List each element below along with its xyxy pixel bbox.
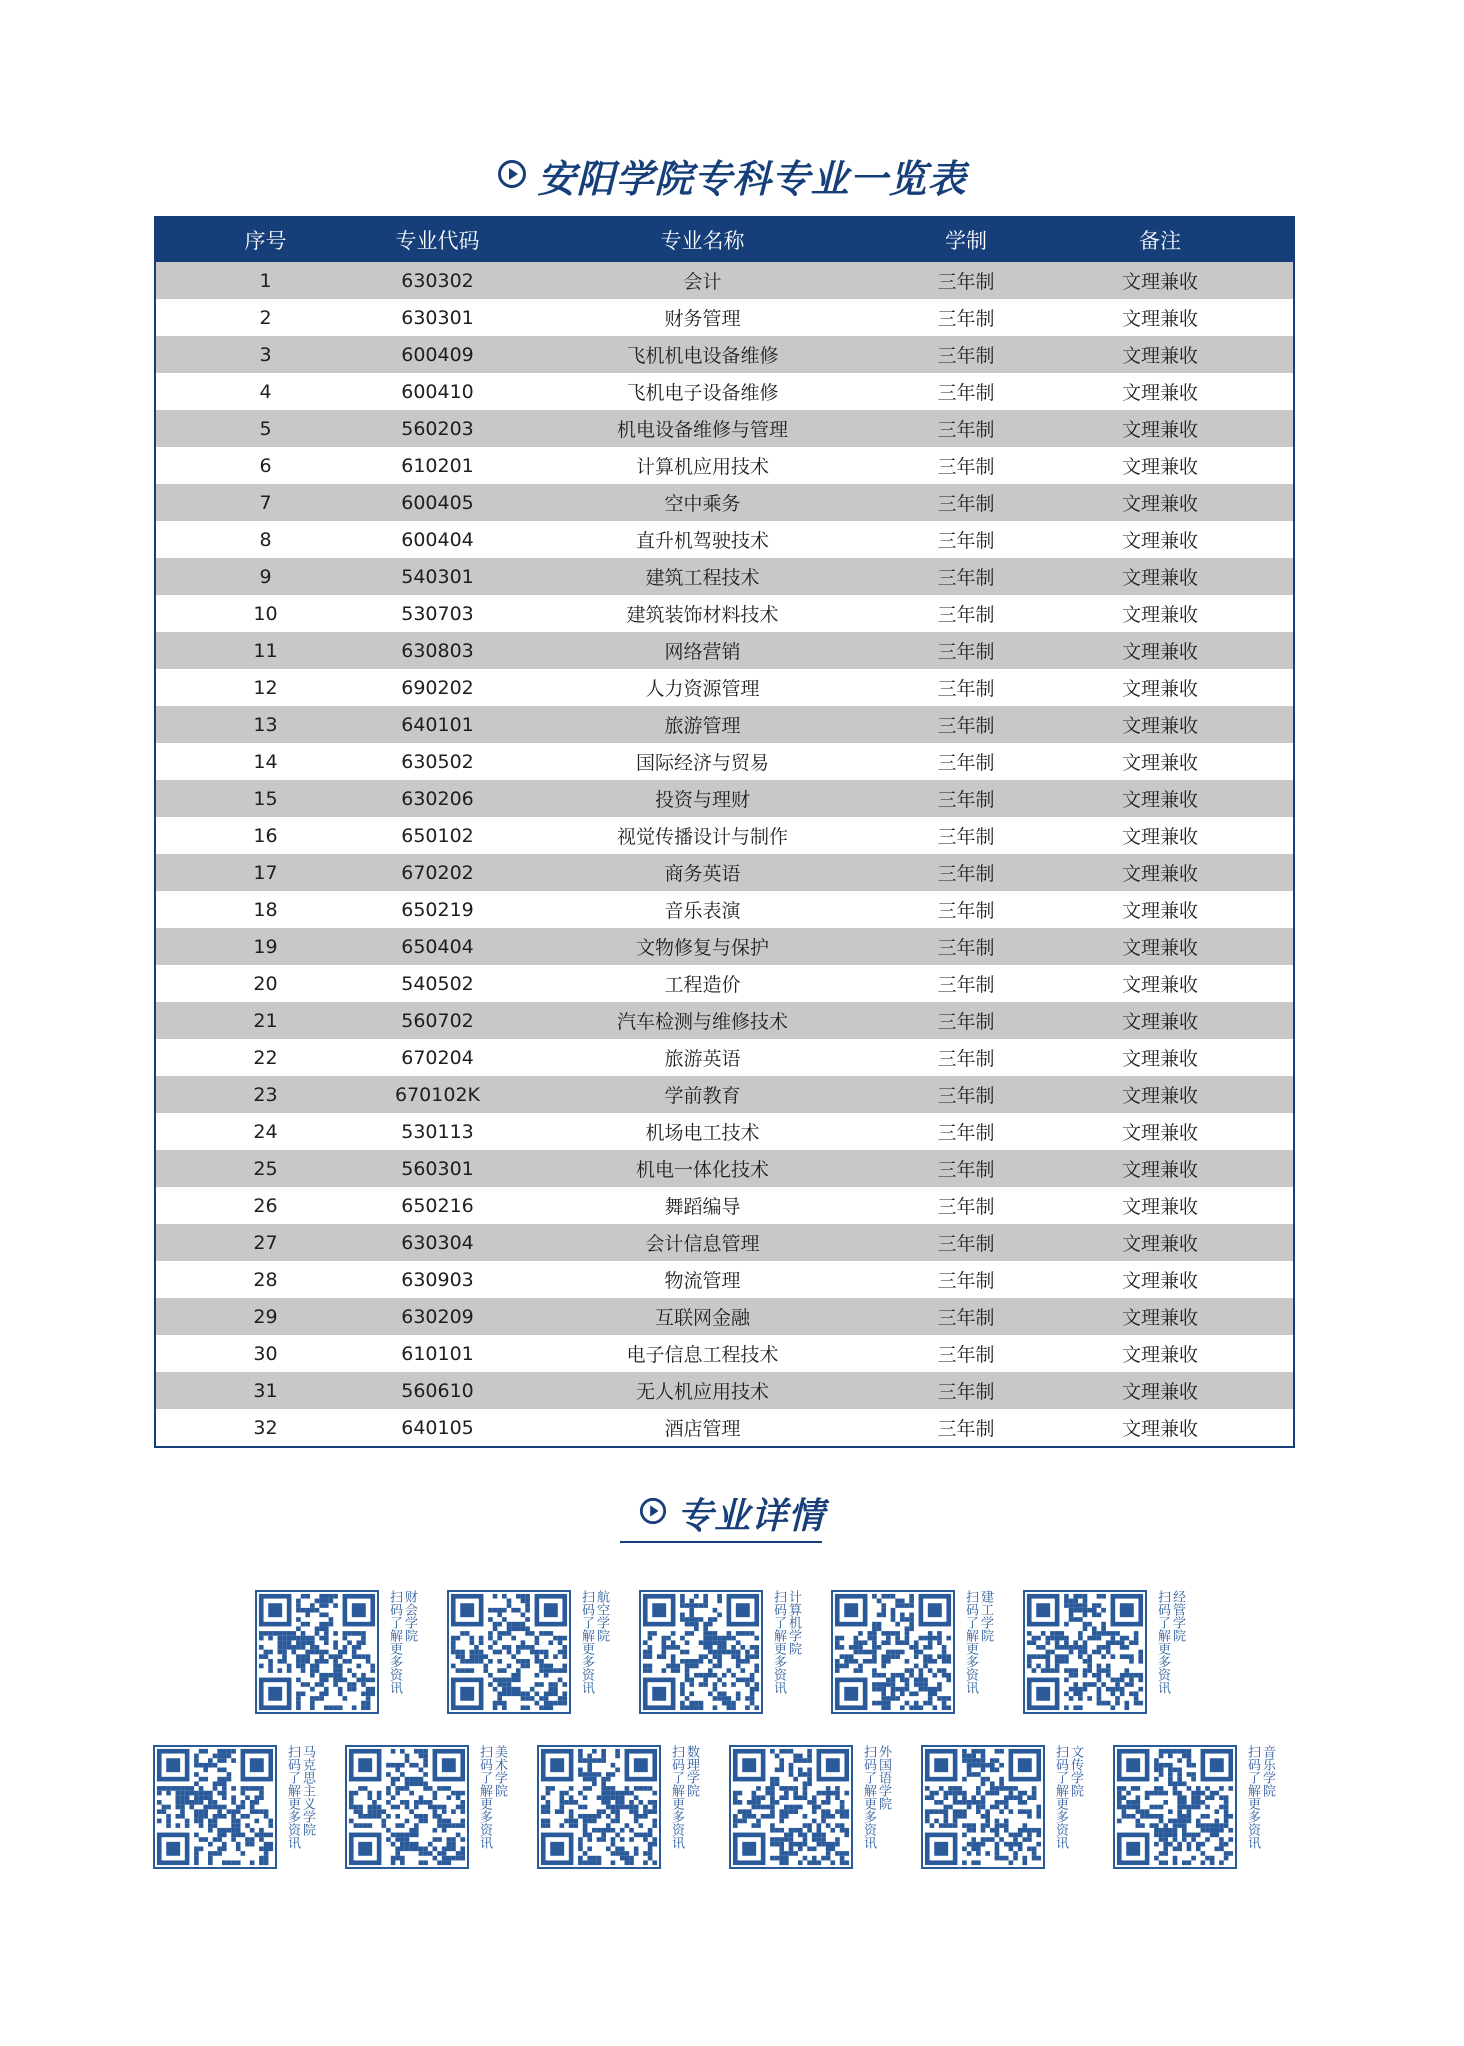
cell-name: 酒店管理 (500, 1409, 905, 1446)
cell-name: 音乐表演 (500, 891, 905, 928)
cell-code: 650216 (375, 1187, 500, 1224)
qr-college-name: 美术学院 (492, 1745, 507, 1797)
cell-name: 互联网金融 (500, 1298, 905, 1335)
cell-code: 610101 (375, 1335, 500, 1372)
cell-code: 530113 (375, 1113, 500, 1150)
cell-name: 空中乘务 (500, 484, 905, 521)
table-row (156, 1187, 1293, 1224)
cell-name: 人力资源管理 (500, 669, 905, 706)
qr-code-icon[interactable] (345, 1745, 469, 1869)
table-row (156, 447, 1293, 484)
table-row (156, 299, 1293, 336)
qr-code-icon[interactable] (1113, 1745, 1237, 1869)
cell-name: 机场电工技术 (500, 1113, 905, 1150)
cell-note: 文理兼收 (1027, 706, 1293, 743)
cell-code: 670202 (375, 854, 500, 891)
cell-duration: 三年制 (905, 743, 1027, 780)
cell-name: 机电一体化技术 (500, 1150, 905, 1187)
qr-hint-text: 扫码了解更多资讯 (771, 1590, 786, 1694)
qr-college-name: 建工学院 (978, 1590, 993, 1642)
qr-college-name: 文传学院 (1068, 1745, 1083, 1797)
cell-name: 直升机驾驶技术 (500, 521, 905, 558)
cell-note: 文理兼收 (1027, 854, 1293, 891)
cell-code: 650404 (375, 928, 500, 965)
cell-duration: 三年制 (905, 928, 1027, 965)
cell-note: 文理兼收 (1027, 669, 1293, 706)
qr-code-icon[interactable] (831, 1590, 955, 1714)
cell-index: 5 (156, 410, 375, 447)
col-header-duration: 学制 (905, 218, 1027, 262)
cell-name: 国际经济与贸易 (500, 743, 905, 780)
cell-note: 文理兼收 (1027, 595, 1293, 632)
cell-code: 630209 (375, 1298, 500, 1335)
col-header-note: 备注 (1027, 218, 1293, 262)
cell-name: 飞机机电设备维修 (500, 336, 905, 373)
cell-index: 11 (156, 632, 375, 669)
table-row (156, 891, 1293, 928)
cell-name: 学前教育 (500, 1076, 905, 1113)
qr-code-icon[interactable] (153, 1745, 277, 1869)
cell-code: 630302 (375, 262, 500, 299)
cell-name: 商务英语 (500, 854, 905, 891)
cell-duration: 三年制 (905, 965, 1027, 1002)
qr-hint-text: 扫码了解更多资讯 (579, 1590, 594, 1694)
page-title: 安阳学院专科专业一览表 (537, 157, 967, 201)
table-row (156, 1335, 1293, 1372)
cell-index: 23 (156, 1076, 375, 1113)
cell-index: 32 (156, 1409, 375, 1446)
cell-duration: 三年制 (905, 1002, 1027, 1039)
cell-note: 文理兼收 (1027, 1150, 1293, 1187)
cell-name: 会计 (500, 262, 905, 299)
qr-college-name: 马克思主义学院 (300, 1745, 315, 1836)
cell-note: 文理兼收 (1027, 817, 1293, 854)
table-row (156, 1002, 1293, 1039)
table-row (156, 336, 1293, 373)
cell-note: 文理兼收 (1027, 1076, 1293, 1113)
cell-name: 视觉传播设计与制作 (500, 817, 905, 854)
qr-code-icon[interactable] (729, 1745, 853, 1869)
details-heading (0, 1488, 1464, 1539)
cell-index: 24 (156, 1113, 375, 1150)
details-underline (620, 1541, 822, 1543)
table-row (156, 1298, 1293, 1335)
table-row (156, 669, 1293, 706)
cell-code: 600404 (375, 521, 500, 558)
play-circle-icon (497, 154, 527, 198)
cell-code: 630301 (375, 299, 500, 336)
table-row (156, 632, 1293, 669)
cell-index: 30 (156, 1335, 375, 1372)
cell-index: 29 (156, 1298, 375, 1335)
cell-note: 文理兼收 (1027, 743, 1293, 780)
cell-index: 18 (156, 891, 375, 928)
cell-name: 旅游英语 (500, 1039, 905, 1076)
cell-duration: 三年制 (905, 1076, 1027, 1113)
table-row (156, 410, 1293, 447)
cell-code: 560702 (375, 1002, 500, 1039)
cell-index: 2 (156, 299, 375, 336)
qr-hint-text: 扫码了解更多资讯 (285, 1745, 300, 1849)
qr-caption (477, 1745, 507, 1869)
cell-note: 文理兼收 (1027, 558, 1293, 595)
cell-code: 650102 (375, 817, 500, 854)
cell-note: 文理兼收 (1027, 1261, 1293, 1298)
cell-index: 4 (156, 373, 375, 410)
cell-name: 物流管理 (500, 1261, 905, 1298)
cell-code: 540502 (375, 965, 500, 1002)
qr-caption (285, 1745, 315, 1869)
play-circle-icon (639, 1493, 667, 1534)
cell-note: 文理兼收 (1027, 1113, 1293, 1150)
cell-name: 无人机应用技术 (500, 1372, 905, 1409)
cell-code: 600410 (375, 373, 500, 410)
cell-code: 560301 (375, 1150, 500, 1187)
cell-duration: 三年制 (905, 558, 1027, 595)
table-row (156, 817, 1293, 854)
qr-hint-text: 扫码了解更多资讯 (1053, 1745, 1068, 1849)
table-row (156, 595, 1293, 632)
cell-code: 560203 (375, 410, 500, 447)
cell-name: 计算机应用技术 (500, 447, 905, 484)
table-row (156, 1039, 1293, 1076)
cell-duration: 三年制 (905, 780, 1027, 817)
table-row (156, 1224, 1293, 1261)
qr-code-icon[interactable] (921, 1745, 1045, 1869)
cell-index: 6 (156, 447, 375, 484)
cell-duration: 三年制 (905, 854, 1027, 891)
cell-duration: 三年制 (905, 1187, 1027, 1224)
qr-caption (579, 1590, 609, 1714)
cell-name: 电子信息工程技术 (500, 1335, 905, 1372)
cell-note: 文理兼收 (1027, 262, 1293, 299)
cell-index: 15 (156, 780, 375, 817)
table-row (156, 780, 1293, 817)
cell-note: 文理兼收 (1027, 1298, 1293, 1335)
table-row (156, 1409, 1293, 1446)
cell-duration: 三年制 (905, 1224, 1027, 1261)
cell-note: 文理兼收 (1027, 780, 1293, 817)
cell-index: 22 (156, 1039, 375, 1076)
cell-note: 文理兼收 (1027, 336, 1293, 373)
cell-code: 670204 (375, 1039, 500, 1076)
cell-name: 文物修复与保护 (500, 928, 905, 965)
cell-duration: 三年制 (905, 1409, 1027, 1446)
table-title-heading (0, 148, 1464, 203)
cell-note: 文理兼收 (1027, 299, 1293, 336)
cell-duration: 三年制 (905, 632, 1027, 669)
qr-hint-text: 扫码了解更多资讯 (477, 1745, 492, 1849)
col-header-name: 专业名称 (500, 218, 905, 262)
cell-code: 650219 (375, 891, 500, 928)
cell-note: 文理兼收 (1027, 410, 1293, 447)
cell-duration: 三年制 (905, 1150, 1027, 1187)
cell-name: 旅游管理 (500, 706, 905, 743)
cell-duration: 三年制 (905, 1335, 1027, 1372)
table-header-row (156, 218, 1293, 262)
cell-index: 7 (156, 484, 375, 521)
cell-duration: 三年制 (905, 484, 1027, 521)
qr-hint-text: 扫码了解更多资讯 (963, 1590, 978, 1694)
cell-index: 25 (156, 1150, 375, 1187)
qr-college-name: 财会学院 (402, 1590, 417, 1642)
cell-duration: 三年制 (905, 447, 1027, 484)
cell-code: 640105 (375, 1409, 500, 1446)
qr-code-icon[interactable] (447, 1590, 571, 1714)
cell-index: 19 (156, 928, 375, 965)
col-header-code: 专业代码 (375, 218, 500, 262)
cell-note: 文理兼收 (1027, 447, 1293, 484)
cell-index: 12 (156, 669, 375, 706)
cell-note: 文理兼收 (1027, 632, 1293, 669)
cell-duration: 三年制 (905, 891, 1027, 928)
cell-index: 3 (156, 336, 375, 373)
cell-duration: 三年制 (905, 1039, 1027, 1076)
cell-index: 13 (156, 706, 375, 743)
cell-note: 文理兼收 (1027, 484, 1293, 521)
qr-caption (387, 1590, 417, 1714)
cell-note: 文理兼收 (1027, 965, 1293, 1002)
cell-index: 16 (156, 817, 375, 854)
majors-table (154, 216, 1295, 1448)
qr-caption (669, 1745, 699, 1869)
cell-code: 640101 (375, 706, 500, 743)
qr-caption (1155, 1590, 1185, 1714)
cell-code: 670102K (375, 1076, 500, 1113)
cell-note: 文理兼收 (1027, 1335, 1293, 1372)
cell-index: 14 (156, 743, 375, 780)
cell-code: 630903 (375, 1261, 500, 1298)
qr-hint-text: 扫码了解更多资讯 (387, 1590, 402, 1694)
cell-note: 文理兼收 (1027, 1224, 1293, 1261)
cell-duration: 三年制 (905, 1113, 1027, 1150)
qr-college-name: 计算机学院 (786, 1590, 801, 1655)
table-row (156, 706, 1293, 743)
cell-code: 600405 (375, 484, 500, 521)
cell-duration: 三年制 (905, 1261, 1027, 1298)
cell-duration: 三年制 (905, 336, 1027, 373)
cell-name: 建筑工程技术 (500, 558, 905, 595)
qr-hint-text: 扫码了解更多资讯 (861, 1745, 876, 1849)
table-row (156, 743, 1293, 780)
cell-code: 630206 (375, 780, 500, 817)
cell-duration: 三年制 (905, 521, 1027, 558)
qr-hint-text: 扫码了解更多资讯 (1155, 1590, 1170, 1694)
cell-note: 文理兼收 (1027, 373, 1293, 410)
qr-college-name: 经管学院 (1170, 1590, 1185, 1642)
table-row (156, 1261, 1293, 1298)
cell-index: 20 (156, 965, 375, 1002)
cell-name: 工程造价 (500, 965, 905, 1002)
cell-name: 会计信息管理 (500, 1224, 905, 1261)
qr-college-name: 音乐学院 (1260, 1745, 1275, 1797)
qr-caption (1053, 1745, 1083, 1869)
table-row (156, 965, 1293, 1002)
table-row (156, 1113, 1293, 1150)
cell-name: 财务管理 (500, 299, 905, 336)
cell-note: 文理兼收 (1027, 1187, 1293, 1224)
cell-note: 文理兼收 (1027, 1409, 1293, 1446)
table-row (156, 1076, 1293, 1113)
qr-caption (963, 1590, 993, 1714)
qr-caption (861, 1745, 891, 1869)
qr-code-icon[interactable] (639, 1590, 763, 1714)
cell-duration: 三年制 (905, 595, 1027, 632)
cell-index: 17 (156, 854, 375, 891)
table-row (156, 1150, 1293, 1187)
table-row (156, 373, 1293, 410)
cell-note: 文理兼收 (1027, 891, 1293, 928)
cell-note: 文理兼收 (1027, 928, 1293, 965)
qr-caption (771, 1590, 801, 1714)
cell-index: 28 (156, 1261, 375, 1298)
cell-code: 630304 (375, 1224, 500, 1261)
qr-college-name: 外国语学院 (876, 1745, 891, 1810)
qr-code-icon[interactable] (537, 1745, 661, 1869)
table-row (156, 1372, 1293, 1409)
qr-college-name: 航空学院 (594, 1590, 609, 1642)
cell-index: 31 (156, 1372, 375, 1409)
cell-note: 文理兼收 (1027, 1039, 1293, 1076)
table-row (156, 484, 1293, 521)
cell-name: 机电设备维修与管理 (500, 410, 905, 447)
cell-code: 530703 (375, 595, 500, 632)
cell-duration: 三年制 (905, 706, 1027, 743)
cell-code: 690202 (375, 669, 500, 706)
cell-duration: 三年制 (905, 1298, 1027, 1335)
cell-duration: 三年制 (905, 669, 1027, 706)
qr-caption (1245, 1745, 1275, 1869)
cell-code: 630803 (375, 632, 500, 669)
cell-code: 630502 (375, 743, 500, 780)
cell-code: 560610 (375, 1372, 500, 1409)
cell-duration: 三年制 (905, 299, 1027, 336)
col-header-index: 序号 (156, 218, 375, 262)
qr-code-icon[interactable] (255, 1590, 379, 1714)
table-row (156, 928, 1293, 965)
cell-name: 建筑装饰材料技术 (500, 595, 905, 632)
table-row (156, 854, 1293, 891)
table-row (156, 558, 1293, 595)
table-row (156, 262, 1293, 299)
cell-index: 21 (156, 1002, 375, 1039)
cell-index: 1 (156, 262, 375, 299)
details-title: 专业详情 (676, 1496, 825, 1537)
cell-note: 文理兼收 (1027, 1372, 1293, 1409)
qr-hint-text: 扫码了解更多资讯 (669, 1745, 684, 1849)
cell-code: 610201 (375, 447, 500, 484)
cell-index: 9 (156, 558, 375, 595)
qr-code-icon[interactable] (1023, 1590, 1147, 1714)
cell-note: 文理兼收 (1027, 1002, 1293, 1039)
cell-index: 8 (156, 521, 375, 558)
cell-index: 27 (156, 1224, 375, 1261)
cell-duration: 三年制 (905, 410, 1027, 447)
cell-index: 26 (156, 1187, 375, 1224)
cell-duration: 三年制 (905, 373, 1027, 410)
cell-name: 舞蹈编导 (500, 1187, 905, 1224)
table-row (156, 521, 1293, 558)
cell-index: 10 (156, 595, 375, 632)
cell-duration: 三年制 (905, 262, 1027, 299)
cell-name: 网络营销 (500, 632, 905, 669)
cell-duration: 三年制 (905, 1372, 1027, 1409)
cell-duration: 三年制 (905, 817, 1027, 854)
cell-code: 600409 (375, 336, 500, 373)
cell-name: 投资与理财 (500, 780, 905, 817)
cell-name: 飞机电子设备维修 (500, 373, 905, 410)
qr-college-name: 数理学院 (684, 1745, 699, 1797)
cell-note: 文理兼收 (1027, 521, 1293, 558)
cell-name: 汽车检测与维修技术 (500, 1002, 905, 1039)
cell-code: 540301 (375, 558, 500, 595)
qr-hint-text: 扫码了解更多资讯 (1245, 1745, 1260, 1849)
